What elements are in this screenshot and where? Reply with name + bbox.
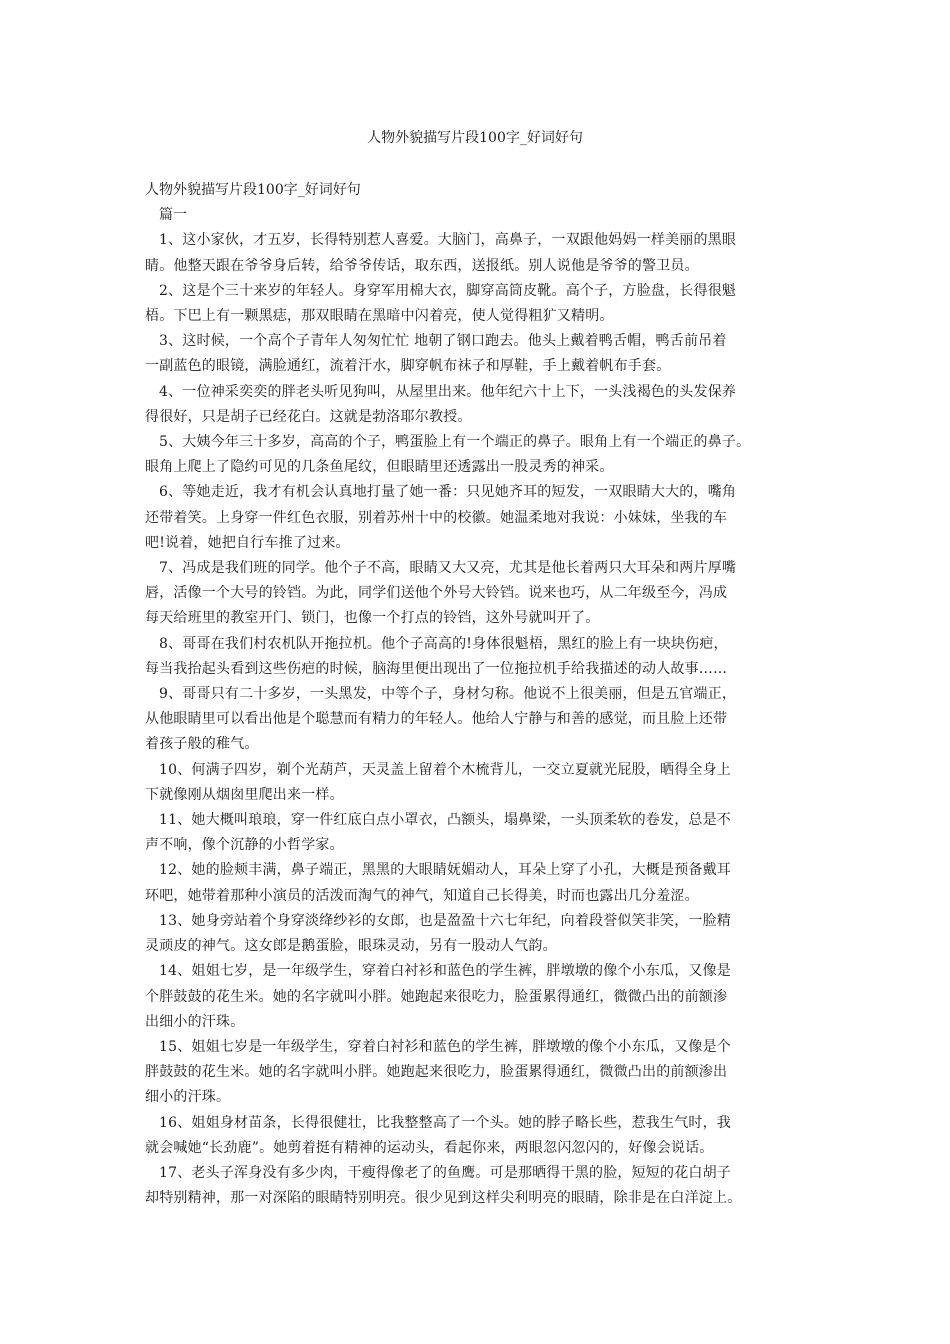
page-title: 人物外貌描写片段100字_好词好句 bbox=[367, 130, 583, 146]
paragraph-line: 一副蓝色的眼镜，满脸通红，流着汗水，脚穿帆布袜子和厚鞋，手上戴着帆布手套。 bbox=[145, 358, 671, 375]
paragraph bbox=[145, 279, 820, 329]
paragraph-line: 14、姐姐七岁，是一年级学生，穿着白衬衫和蓝色的学生裤，胖墩墩的像个小东瓜，又像是 bbox=[159, 963, 732, 980]
paragraph-list bbox=[145, 228, 820, 1211]
paragraph-line: 17、老头子浑身没有多少肉，干瘦得像老了的鱼鹰。可是那晒得干黑的脸，短短的花白胡子 bbox=[159, 1164, 732, 1181]
paragraph-line: 睛。他整天跟在爷爷身后转，给爷爷传话，取东西，送报纸。别人说他是爷爷的警卫员。 bbox=[145, 257, 699, 274]
paragraph-line: 眼角上爬上了隐约可见的几条鱼尾纹，但眼睛里还透露出一股灵秀的神采。 bbox=[145, 459, 614, 476]
paragraph-line: 13、她身旁站着个身穿淡绛纱衫的女郎，也是盈盈十六七年纪，向着段誉似笑非笑，一脸精 bbox=[159, 912, 732, 929]
paragraph-line: 7、冯成是我们班的同学。他个子不高，眼睛又大又亮，尤其是他长着两只大耳朵和两片厚嘴 bbox=[159, 560, 737, 577]
paragraph bbox=[145, 556, 820, 632]
paragraph-line: 每天给班里的教室开门、锁门，也像一个打点的铃铛，这外号就叫开了。 bbox=[145, 610, 600, 627]
paragraph bbox=[145, 480, 820, 556]
paragraph bbox=[145, 1035, 820, 1111]
paragraph-line: 却特别精神，那一对深陷的眼睛特别明亮。很少见到这样尖利明亮的眼睛，除非是在白洋淀上。 bbox=[145, 1190, 742, 1207]
paragraph bbox=[145, 808, 820, 858]
paragraph bbox=[145, 959, 820, 1035]
paragraph-line: 12、她的脸颊丰满，鼻子端正，黑黑的大眼睛妩媚动人，耳朵上穿了小孔，大概是预备戴耳 bbox=[159, 862, 732, 879]
paragraph-line: 着孩子般的稚气。 bbox=[145, 736, 259, 753]
paragraph-line: 9、哥哥只有二十多岁，一头黑发，中等个子，身材匀称。他说不上很美丽，但是五官端正， bbox=[159, 686, 737, 703]
document-subtitle: 人物外貌描写片段100字_好词好句 bbox=[145, 182, 361, 198]
section-label: 篇一 bbox=[159, 207, 187, 224]
document-body bbox=[145, 178, 820, 1211]
paragraph-line: 灵顽皮的神气。这女郎是鹅蛋脸，眼珠灵动，另有一股动人气韵。 bbox=[145, 938, 557, 955]
paragraph-line: 每当我抬起头看到这些伤疤的时候，脑海里便出现出了一位拖拉机手给我描述的动人故事…… bbox=[145, 660, 728, 677]
paragraph-line: 16、姐姐身材苗条，长得很健壮，比我整整高了一个头。她的脖子略长些，惹我生气时，我 bbox=[159, 1114, 732, 1131]
paragraph-line: 个胖鼓鼓的花生米。她的名字就叫小胖。她跑起来很吃力，脸蛋累得通红，微微凸出的前额渗 bbox=[145, 988, 728, 1005]
paragraph-line: 还带着笑。上身穿一件红色衣服，别着苏州十中的校徽。她温柔地对我说：小妹妹，坐我的车 bbox=[145, 509, 728, 526]
paragraph-line: 从他眼睛里可以看出他是个聪慧而有精力的年轻人。他给人宁静与和善的感觉，而且脸上还带 bbox=[145, 711, 728, 728]
paragraph-line: 1、这小家伙，才五岁，长得特别惹人喜爱。大脑门，高鼻子，一双跟他妈妈一样美丽的黑眼 bbox=[159, 232, 737, 249]
paragraph bbox=[145, 1111, 820, 1161]
paragraph-line: 就会喊她“长劲鹿”。她剪着挺有精神的运动头，看起你来，两眼忽闪忽闪的，好像会说话。 bbox=[145, 1139, 714, 1156]
paragraph-line: 梧。下巴上有一颗黑痣，那双眼睛在黑暗中闪着亮，使人觉得粗犷又精明。 bbox=[145, 308, 614, 325]
paragraph-line: 15、姐姐七岁是一年级学生，穿着白衬衫和蓝色的学生裤，胖墩墩的像个小东瓜，又像是个 bbox=[159, 1038, 732, 1055]
paragraph bbox=[145, 228, 820, 278]
paragraph-line: 3、这时候，一个高个子青年人匆匆忙忙 地朝了钢口跑去。他头上戴着鸭舌帽，鸭舌前吊着 bbox=[159, 333, 727, 350]
paragraph bbox=[145, 1161, 820, 1211]
paragraph-line: 10、何满子四岁，剃个光葫芦，天灵盖上留着个木梳背儿，一交立夏就光屁股，晒得全身上 bbox=[159, 761, 732, 778]
paragraph-line: 6、等她走近，我才有机会认真地打量了她一番：只见她齐耳的短发，一双眼睛大大的，嘴角 bbox=[159, 484, 737, 501]
paragraph bbox=[145, 682, 820, 758]
paragraph bbox=[145, 858, 820, 908]
paragraph-line: 声不响，像个沉静的小哲学家。 bbox=[145, 837, 344, 854]
paragraph-line: 细小的汗珠。 bbox=[145, 1089, 231, 1106]
paragraph bbox=[145, 329, 820, 379]
paragraph-line: 吧!说着，她把自行车推了过来。 bbox=[145, 534, 350, 551]
paragraph bbox=[145, 380, 820, 430]
paragraph bbox=[145, 632, 820, 682]
paragraph-line: 环吧，她带着那种小演员的活泼而淘气的神气，知道自己长得美，时而也露出几分羞涩。 bbox=[145, 887, 699, 904]
paragraph-line: 8、哥哥在我们村农机队开拖拉机。他个子高高的!身体很魁梧，黑红的脸上有一块块伤疤， bbox=[159, 635, 728, 652]
paragraph-line: 2、这是个三十来岁的年轻人。身穿军用棉大衣，脚穿高筒皮靴。高个子，方脸盘，长得很魁 bbox=[159, 282, 737, 299]
paragraph-line: 下就像刚从烟囱里爬出来一样。 bbox=[145, 786, 344, 803]
paragraph-line: 唇，活像一个大号的铃铛。为此，同学们送他个外号大铃铛。说来也巧，从二年级至今，冯成 bbox=[145, 585, 728, 602]
paragraph bbox=[145, 430, 820, 480]
paragraph bbox=[145, 758, 820, 808]
paragraph-line: 得很好，只是胡子已经花白。这就是勃洛耶尔教授。 bbox=[145, 408, 472, 425]
paragraph-line: 4、一位神采奕奕的胖老头听见狗叫，从屋里出来。他年纪六十上下，一头浅褐色的头发保养 bbox=[159, 383, 737, 400]
paragraph-line: 出细小的汗珠。 bbox=[145, 1013, 245, 1030]
paragraph bbox=[145, 909, 820, 959]
paragraph-line: 5、大姨今年三十多岁，高高的个子，鸭蛋脸上有一个端正的鼻子。眼角上有一个端正的鼻子。 bbox=[159, 434, 751, 451]
paragraph-line: 11、她大概叫琅琅，穿一件红底白点小罩衣，凸额头，塌鼻梁，一头顶柔软的卷发，总是不 bbox=[159, 812, 732, 829]
paragraph-line: 胖鼓鼓的花生米。她的名字就叫小胖。她跑起来很吃力，脸蛋累得通红，微微凸出的前额渗出 bbox=[145, 1064, 728, 1081]
